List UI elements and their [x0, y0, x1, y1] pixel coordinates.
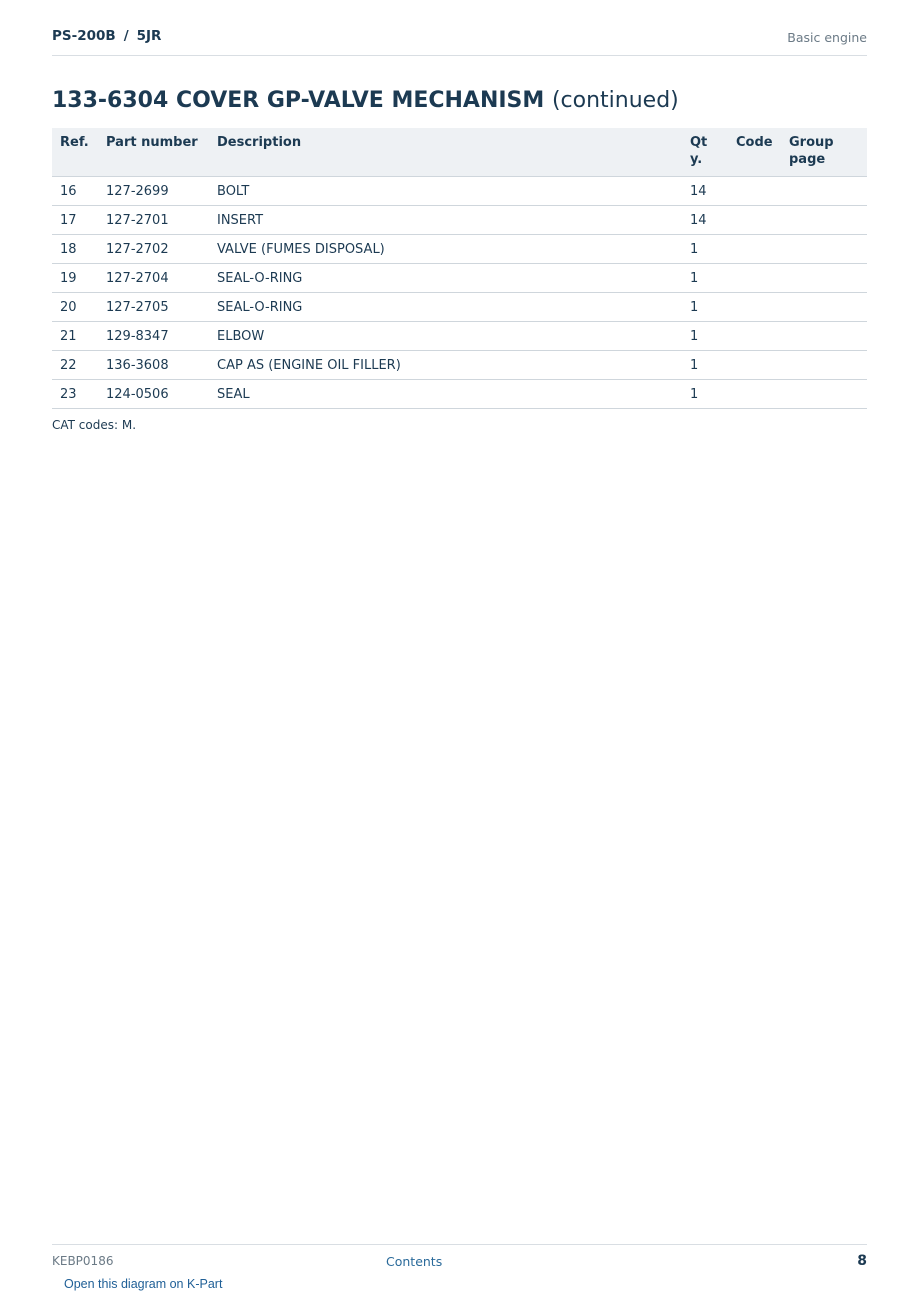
- qty-cell: 1: [682, 380, 728, 409]
- part-number-cell: 127-2704: [98, 264, 209, 293]
- table-row: [52, 351, 867, 380]
- model-serial-label: [52, 28, 161, 44]
- table-header-row: [52, 128, 867, 177]
- qty-cell: 1: [682, 293, 728, 322]
- part-number-cell: 136-3608: [98, 351, 209, 380]
- parts-table: [52, 128, 867, 409]
- qty-cell: 1: [682, 264, 728, 293]
- serial-prefix: 5JR: [136, 28, 162, 44]
- code-cell: [728, 264, 781, 293]
- qty-cell: 1: [682, 322, 728, 351]
- description-cell: VALVE (FUMES DISPOSAL): [209, 235, 682, 264]
- continued-label: (continued): [551, 88, 679, 113]
- group-page-cell: [781, 293, 867, 322]
- assembly-title: 133-6304 COVER GP-VALVE MECHANISM: [52, 88, 545, 113]
- table-row: [52, 264, 867, 293]
- description-cell: CAP AS (ENGINE OIL FILLER): [209, 351, 682, 380]
- group-page-cell: [781, 235, 867, 264]
- group-page-cell: [781, 264, 867, 293]
- table-row: [52, 177, 867, 206]
- column-header-description: Description: [209, 128, 682, 177]
- group-page-cell: [781, 177, 867, 206]
- code-cell: [728, 206, 781, 235]
- description-cell: SEAL-O-RING: [209, 293, 682, 322]
- column-header-group-page: [781, 128, 867, 177]
- description-cell: INSERT: [209, 206, 682, 235]
- description-cell: SEAL: [209, 380, 682, 409]
- ref-cell: 18: [52, 235, 98, 264]
- description-cell: BOLT: [209, 177, 682, 206]
- table-row: [52, 322, 867, 351]
- part-number-cell: 127-2702: [98, 235, 209, 264]
- column-header-part-number: Part number: [98, 128, 209, 177]
- code-cell: [728, 293, 781, 322]
- open-kpart-link[interactable]: Open this diagram on K-Part: [64, 1277, 223, 1291]
- ref-cell: 23: [52, 380, 98, 409]
- table-row: [52, 235, 867, 264]
- qty-cell: 14: [682, 206, 728, 235]
- column-header-ref: Ref.: [52, 128, 98, 177]
- page-header: [52, 28, 867, 56]
- qty-cell: 1: [682, 351, 728, 380]
- ref-cell: 21: [52, 322, 98, 351]
- group-page-cell: [781, 322, 867, 351]
- qty-cell: 1: [682, 235, 728, 264]
- ref-cell: 20: [52, 293, 98, 322]
- part-number-cell: 127-2701: [98, 206, 209, 235]
- document-code: KEBP0186: [52, 1254, 114, 1268]
- column-header-qty: [682, 128, 728, 177]
- ref-cell: 22: [52, 351, 98, 380]
- model-separator: /: [123, 28, 129, 44]
- group-page-cell: [781, 351, 867, 380]
- table-row: [52, 293, 867, 322]
- code-cell: [728, 177, 781, 206]
- description-cell: ELBOW: [209, 322, 682, 351]
- qty-header-label: Qty.: [690, 135, 708, 167]
- table-row: [52, 206, 867, 235]
- table-row: [52, 380, 867, 409]
- code-cell: [728, 380, 781, 409]
- part-number-cell: 127-2705: [98, 293, 209, 322]
- part-number-cell: 124-0506: [98, 380, 209, 409]
- section-name: Basic engine: [787, 30, 867, 45]
- cat-codes-note: CAT codes: M.: [52, 418, 137, 432]
- ref-cell: 17: [52, 206, 98, 235]
- code-cell: [728, 322, 781, 351]
- part-number-cell: 129-8347: [98, 322, 209, 351]
- group-page-cell: [781, 206, 867, 235]
- page-title: [52, 88, 679, 113]
- group-page-cell: [781, 380, 867, 409]
- page-number: 8: [857, 1253, 867, 1269]
- contents-link[interactable]: Contents: [386, 1254, 443, 1269]
- model-name: PS-200B: [52, 28, 116, 44]
- column-header-code: Code: [728, 128, 781, 177]
- page-footer: [52, 1244, 867, 1291]
- part-number-cell: 127-2699: [98, 177, 209, 206]
- code-cell: [728, 351, 781, 380]
- group-page-header-label: Group page: [789, 135, 834, 167]
- description-cell: SEAL-O-RING: [209, 264, 682, 293]
- ref-cell: 19: [52, 264, 98, 293]
- ref-cell: 16: [52, 177, 98, 206]
- code-cell: [728, 235, 781, 264]
- qty-cell: 14: [682, 177, 728, 206]
